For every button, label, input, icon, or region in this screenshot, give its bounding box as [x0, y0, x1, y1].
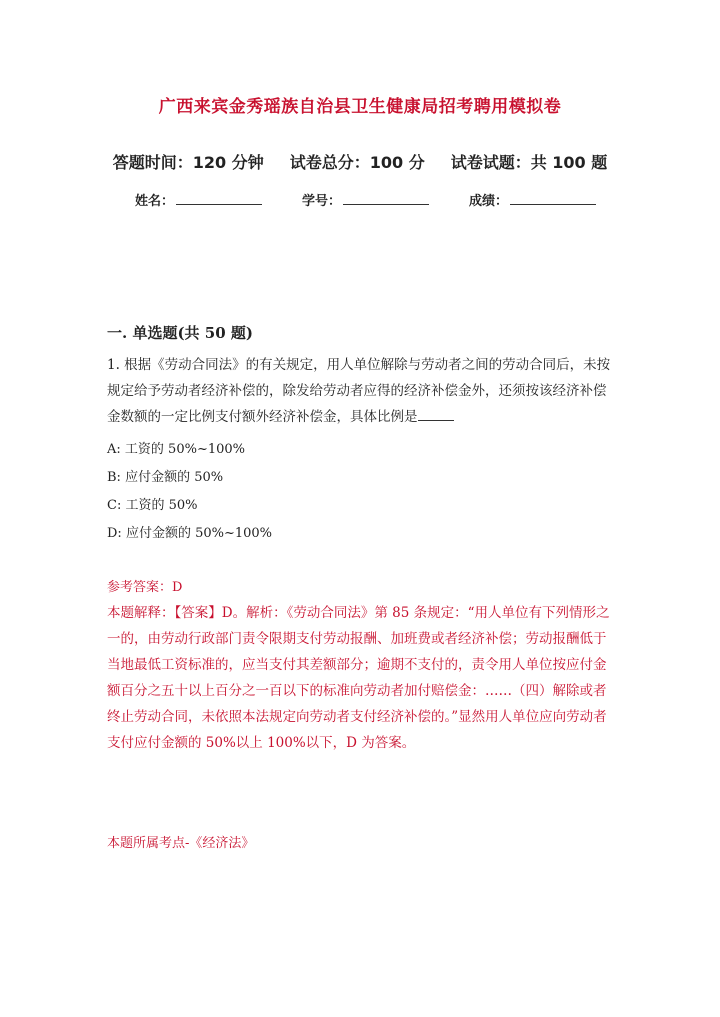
- student-id-blank-line: [343, 192, 429, 205]
- option-label: A:: [107, 442, 121, 457]
- score-label: 成绩：: [469, 194, 509, 209]
- option-c: [107, 492, 272, 520]
- student-fields: [135, 190, 596, 209]
- option-text: 工资的 50%: [125, 498, 198, 513]
- option-d: [107, 520, 272, 548]
- option-label: B:: [107, 470, 121, 485]
- option-label: C:: [107, 498, 122, 513]
- exam-total-questions: 试卷试题：共 100 题: [450, 153, 608, 172]
- student-id-label: 学号：: [302, 194, 342, 209]
- document-title: 广西来宾金秀瑶族自治县卫生健康局招考聘用模拟卷: [158, 97, 562, 117]
- option-text: 应付金额的 50%~100%: [125, 526, 273, 541]
- name-field: [135, 190, 262, 209]
- option-b: [107, 464, 272, 492]
- question-options: [107, 436, 272, 548]
- knowledge-point: 本题所属考点-《经济法》: [107, 836, 255, 851]
- reference-answer: 参考答案：D: [107, 580, 183, 595]
- student-id-field: [302, 190, 429, 209]
- exam-time: 答题时间：120 分钟: [112, 153, 264, 172]
- option-text: 应付金额的 50%: [125, 470, 224, 485]
- question-text: [107, 352, 612, 430]
- option-label: D:: [107, 526, 122, 541]
- score-field: [469, 190, 596, 209]
- score-blank-line: [510, 192, 596, 205]
- exam-info: [0, 150, 720, 173]
- answer-blank: [418, 406, 454, 421]
- section-title: 一. 单选题(共 50 题): [107, 324, 253, 342]
- name-blank-line: [176, 192, 262, 205]
- option-a: [107, 436, 272, 464]
- answer-explanation: 本题解释：【答案】D。解析：《劳动合同法》第 85 条规定：“用人单位有下列情形之一的，由劳动行政部门责令限期支付劳动报酬、加班费或者经济补偿；劳动报酬低于当地最低工资标准的，应当支付其差额部分；逾期不支付的，责令用人单位按应付金额百分之五十以上百分之一百以下的标准向劳动者加付赔偿金：……（四）解除或者终止劳动合同，未依照本法规定向劳动者支付经济补偿的。”显然用人单位应向劳动者支付应付金额的 50%以上 100%以下，D 为答案。: [107, 605, 610, 751]
- name-label: 姓名：: [135, 194, 175, 209]
- option-text: 工资的 50%~100%: [124, 442, 246, 457]
- exam-total-score: 试卷总分：100 分: [289, 153, 425, 172]
- question-stem: 1. 根据《劳动合同法》的有关规定，用人单位解除与劳动者之间的劳动合同后，未按规定给予劳动者经济补偿的，除发给劳动者应得的经济补偿金外，还须按该经济补偿金数额的一定比例支付额外经济补偿金，具体比例是: [107, 357, 611, 425]
